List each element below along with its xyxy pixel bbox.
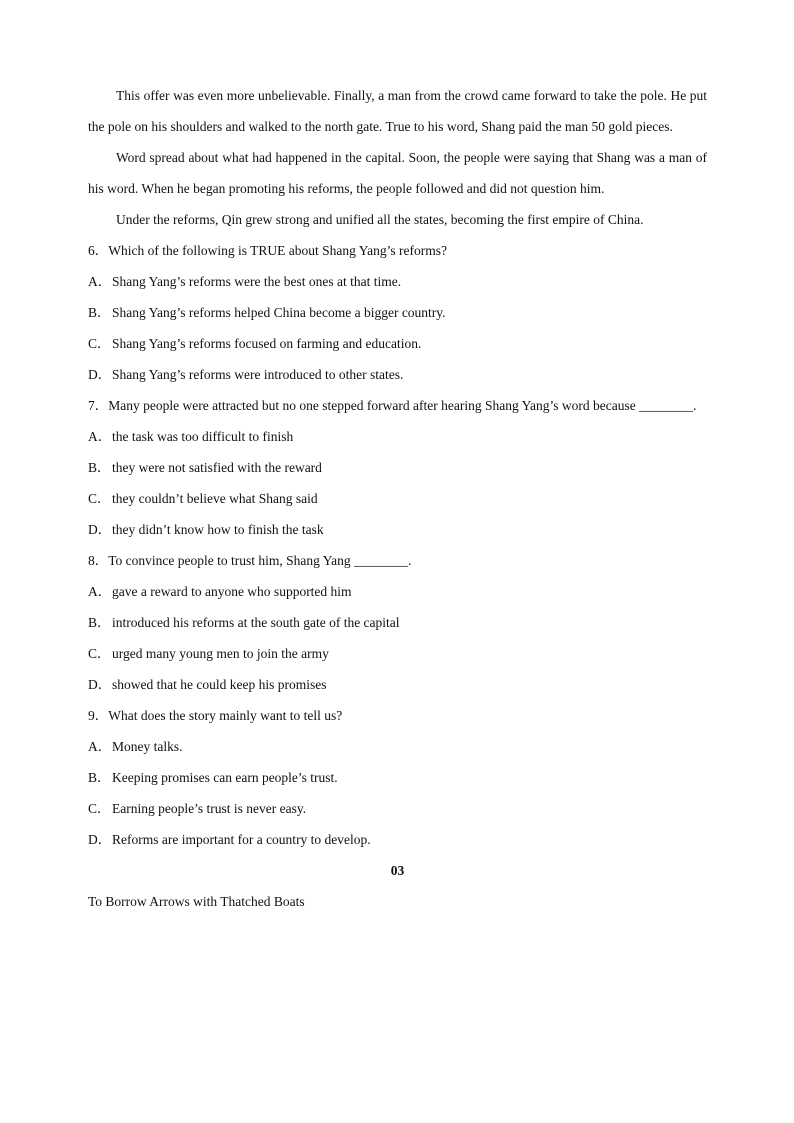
answer-option [88, 421, 707, 452]
option-letter: A． [88, 429, 112, 444]
option-letter: C． [88, 801, 111, 816]
answer-option [88, 824, 707, 855]
option-text: they couldn’t believe what Shang said [112, 491, 318, 506]
option-text: Shang Yang’s reforms were the best ones at that time. [112, 274, 402, 289]
answer-option [88, 731, 707, 762]
question-stem: 9．What does the story mainly want to tell us? [88, 708, 343, 723]
option-text: they were not satisfied with the reward [112, 460, 322, 475]
next-passage-title: To Borrow Arrows with Thatched Boats [88, 894, 305, 909]
answer-option [88, 359, 707, 390]
option-text: showed that he could keep his promises [112, 677, 327, 692]
option-letter: C． [88, 491, 111, 506]
option-letter: B． [88, 460, 111, 475]
answer-option [88, 607, 707, 638]
question-stem: 7．Many people were attracted but no one stepped forward after hearing Shang Yang’s word because ________. [88, 398, 697, 413]
option-letter: B． [88, 770, 111, 785]
option-text: Shang Yang’s reforms were introduced to other states. [112, 367, 404, 382]
passage-paragraph: Word spread about what had happened in the capital. Soon, the people were saying that Shang was a man of his word. When he began promoting his reforms, the people followed and did not question him. [88, 150, 707, 196]
option-text: they didn’t know how to finish the task [112, 522, 324, 537]
answer-option [88, 328, 707, 359]
question-9 [88, 700, 707, 855]
option-letter: A． [88, 274, 112, 289]
option-text: gave a reward to anyone who supported him [112, 584, 352, 599]
option-letter: D． [88, 522, 112, 537]
option-text: Shang Yang’s reforms helped China become a bigger country. [112, 305, 446, 320]
answer-option [88, 452, 707, 483]
option-letter: D． [88, 677, 112, 692]
option-text: Earning people’s trust is never easy. [112, 801, 307, 816]
option-letter: D． [88, 367, 112, 382]
option-text: urged many young men to join the army [112, 646, 329, 661]
answer-option [88, 576, 707, 607]
answer-option [88, 638, 707, 669]
option-letter: C． [88, 646, 111, 661]
section-number: 03 [390, 863, 405, 878]
option-letter: A． [88, 739, 112, 754]
option-text: Keeping promises can earn people’s trust. [112, 770, 338, 785]
answer-option [88, 669, 707, 700]
document-page [88, 80, 707, 917]
option-letter: A． [88, 584, 112, 599]
question-6 [88, 235, 707, 390]
passage-paragraph: Under the reforms, Qin grew strong and unified all the states, becoming the first empire of China. [116, 212, 644, 227]
question-stem: 6．Which of the following is TRUE about Shang Yang’s reforms? [88, 243, 447, 258]
option-text: the task was too difficult to finish [112, 429, 294, 444]
option-text: Shang Yang’s reforms focused on farming and education. [112, 336, 422, 351]
option-text: Money talks. [112, 739, 183, 754]
option-text: Reforms are important for a country to develop. [112, 832, 371, 847]
answer-option [88, 483, 707, 514]
option-letter: B． [88, 305, 111, 320]
option-text: introduced his reforms at the south gate of the capital [112, 615, 400, 630]
question-7 [88, 390, 707, 545]
answer-option [88, 793, 707, 824]
question-8 [88, 545, 707, 700]
option-letter: C． [88, 336, 111, 351]
answer-option [88, 762, 707, 793]
passage-paragraph: This offer was even more unbelievable. Finally, a man from the crowd came forward to take the pole. He put the pole on his shoulders and walked to the north gate. True to his word, Shang paid the man 50 gold pieces. [88, 88, 707, 134]
answer-option [88, 266, 707, 297]
option-letter: D． [88, 832, 112, 847]
option-letter: B． [88, 615, 111, 630]
answer-option [88, 514, 707, 545]
answer-option [88, 297, 707, 328]
question-stem: 8．To convince people to trust him, Shang Yang ________. [88, 553, 412, 568]
